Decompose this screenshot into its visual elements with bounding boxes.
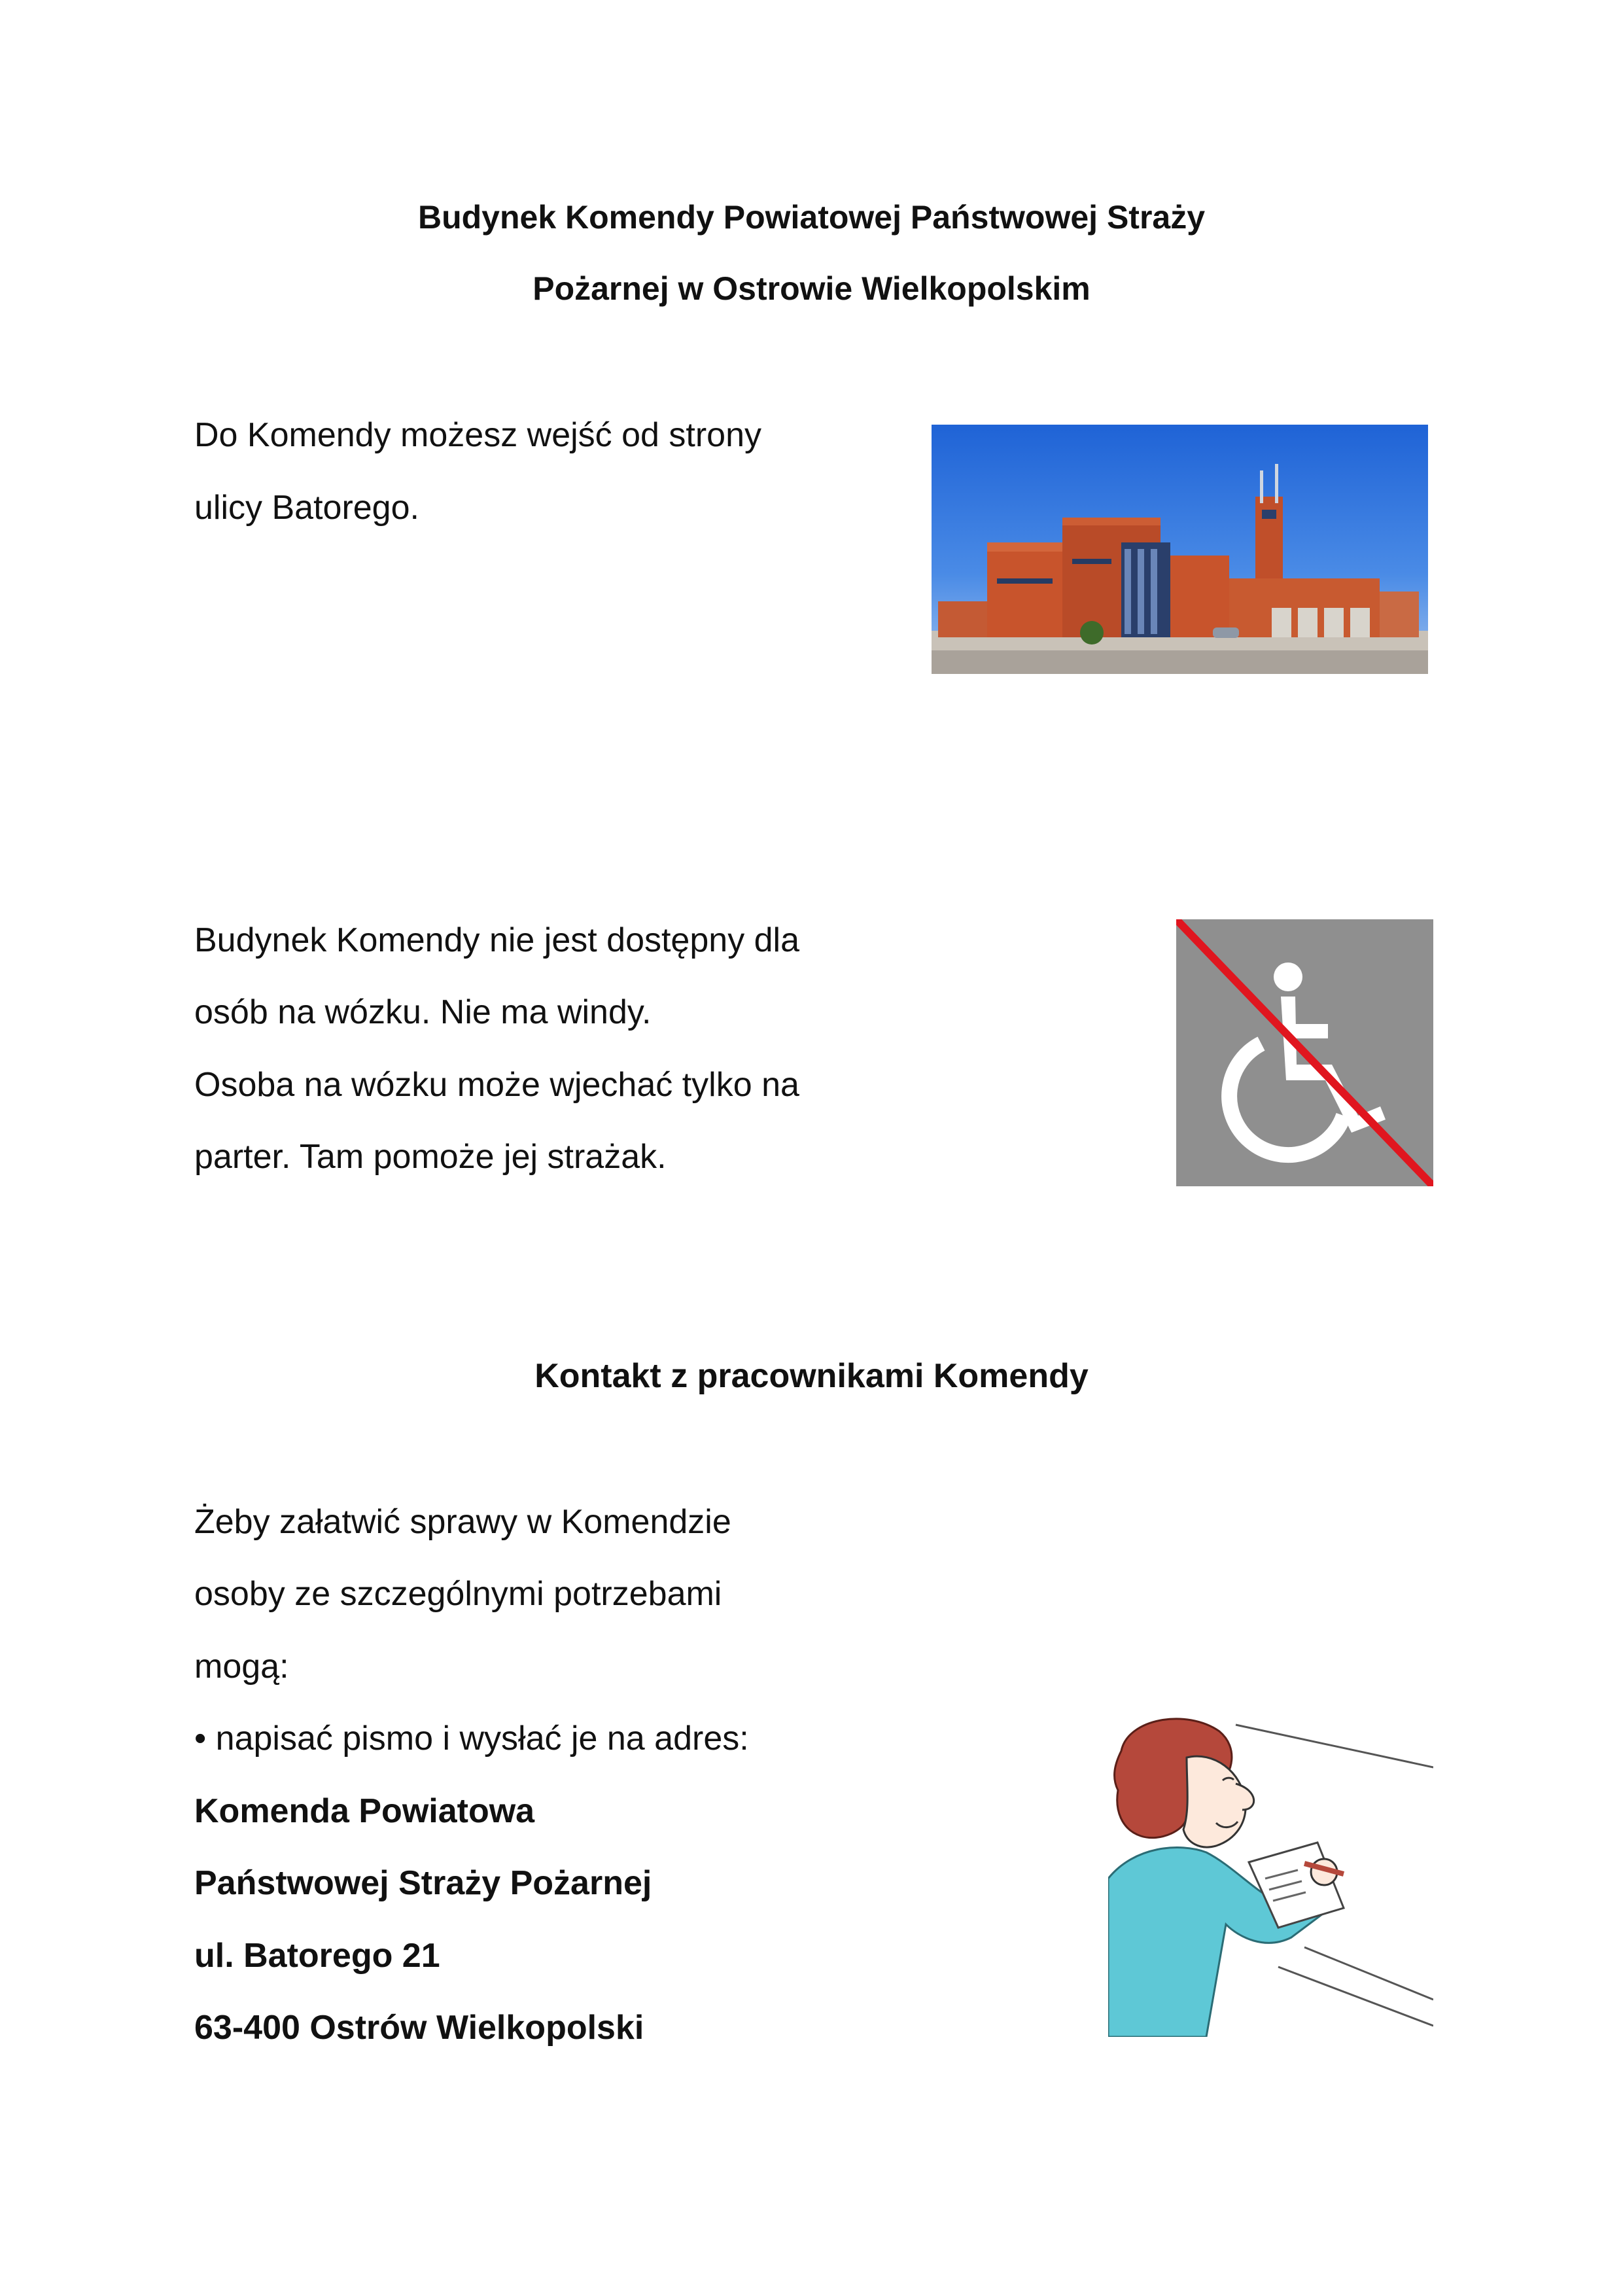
entrance-text-line-2: ulicy Batorego. bbox=[194, 489, 419, 527]
address-line-3: ul. Batorego 21 bbox=[194, 1937, 440, 1975]
person-writing-letter-illustration bbox=[1108, 1712, 1433, 2037]
contact-title: Kontakt z pracownikami Komendy bbox=[534, 1357, 1089, 1395]
no-wheelchair-access-icon bbox=[1176, 919, 1433, 1186]
accessibility-text-line-4: parter. Tam pomoże jej strażak. bbox=[194, 1138, 667, 1176]
page-title-line-2: Pożarnej w Ostrowie Wielkopolskim bbox=[532, 270, 1091, 307]
accessibility-text-line-3: Osoba na wózku może wjechać tylko na bbox=[194, 1066, 799, 1104]
address-line-4: 63-400 Ostrów Wielkopolski bbox=[194, 2009, 644, 2047]
contact-text-line-1: Żeby załatwić sprawy w Komendzie bbox=[194, 1503, 731, 1541]
accessibility-text-line-2: osób na wózku. Nie ma windy. bbox=[194, 993, 652, 1031]
address-line-2: Państwowej Straży Pożarnej bbox=[194, 1864, 652, 1902]
page-title-line-1: Budynek Komendy Powiatowej Państwowej Straży bbox=[417, 199, 1206, 236]
contact-text-line-3: mogą: bbox=[194, 1648, 289, 1686]
contact-text-line-2: osoby ze szczególnymi potrzebami bbox=[194, 1575, 722, 1613]
entrance-text-line-1: Do Komendy możesz wejść od strony bbox=[194, 416, 762, 454]
contact-bullet: • napisać pismo i wysłać je na adres: bbox=[194, 1720, 749, 1757]
fire-station-building-photo bbox=[932, 425, 1428, 674]
address-line-1: Komenda Powiatowa bbox=[194, 1792, 535, 1830]
accessibility-text-line-1: Budynek Komendy nie jest dostępny dla bbox=[194, 921, 800, 959]
